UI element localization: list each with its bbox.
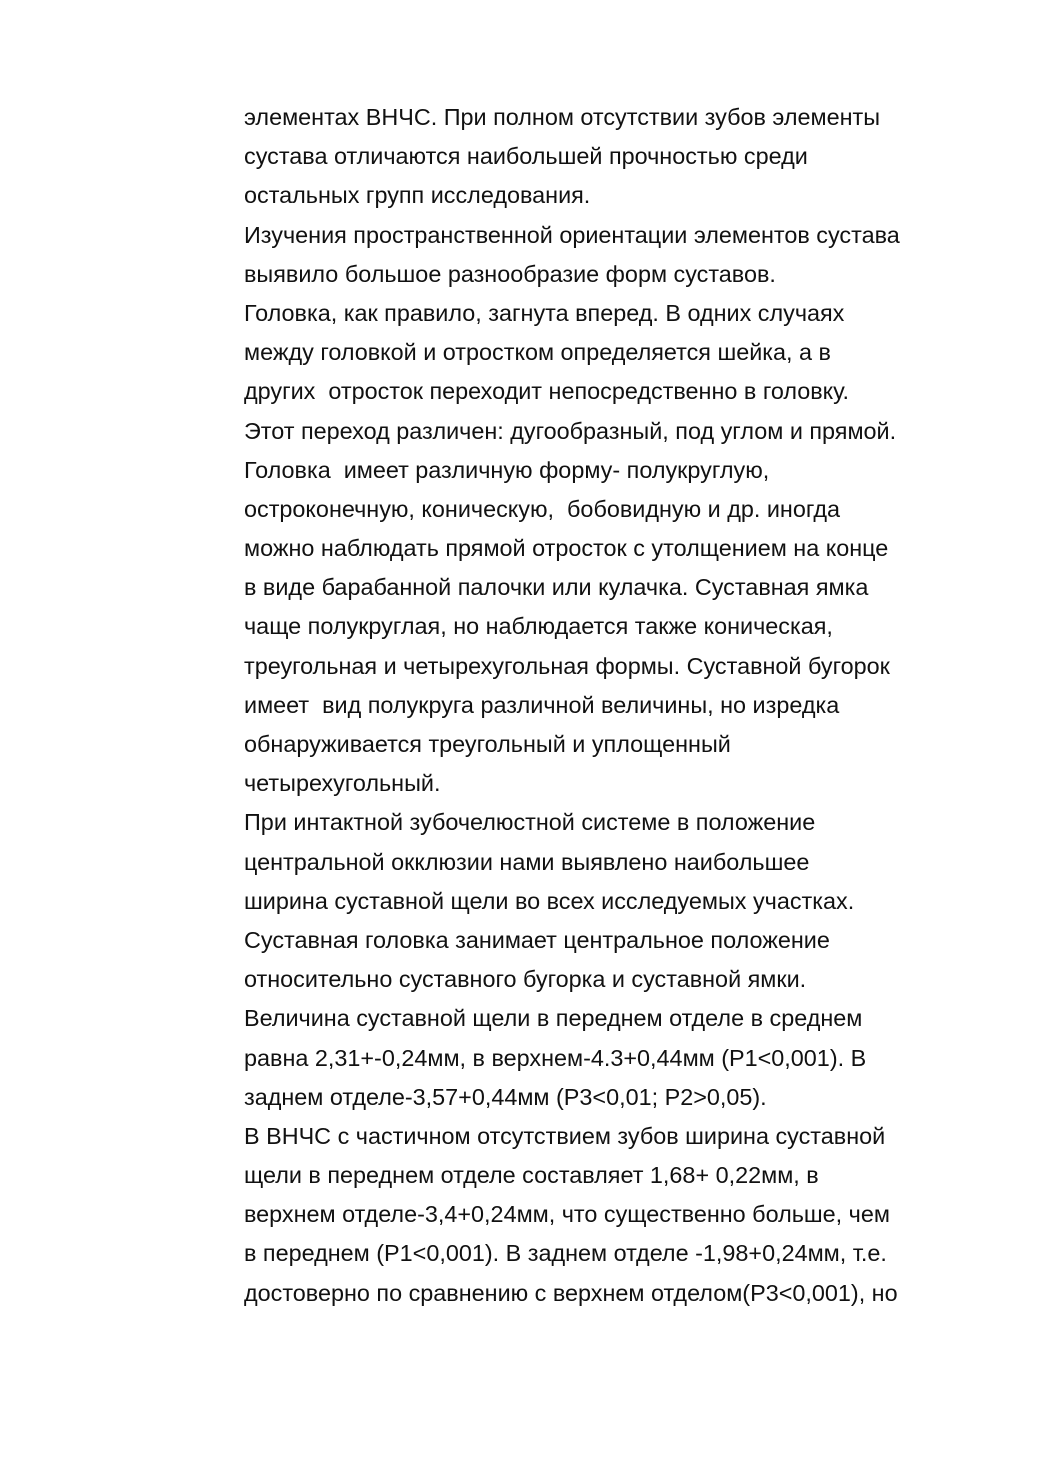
text-line: сустава отличаются наибольшей прочностью среди (244, 143, 808, 170)
text-line: четырехугольный. (244, 770, 441, 797)
text-line: между головкой и отростком определяется шейка, а в (244, 339, 831, 366)
text-line: ширина суставной щели во всех исследуемых участках. (244, 887, 855, 914)
text-line: верхнем отделе-3,4+0,24мм, что существенно больше, чем (244, 1201, 890, 1228)
text-line: остальных групп исследования. (244, 182, 591, 209)
text-line: чаще полукруглая, но наблюдается также коническая, (244, 613, 833, 640)
text-line: Величина суставной щели в переднем отделе в среднем (244, 1005, 863, 1032)
text-line: в виде барабанной палочки или кулачка. Суставная ямка (244, 574, 869, 601)
text-line: В ВНЧС с частичном отсутствием зубов ширина суставной (244, 1122, 886, 1149)
body-text (244, 98, 1004, 1313)
text-line: центральной окклюзии нами выявлено наибольшее (244, 848, 810, 875)
text-line: Изучения пространственной ориентации элементов сустава (244, 221, 900, 248)
text-line: Суставная головка занимает центральное положение (244, 926, 830, 953)
text-line: имеет вид полукруга различной величины, но изредка (244, 691, 840, 718)
text-line: обнаруживается треугольный и уплощенный (244, 731, 731, 757)
text-line: Головка, как правило, загнута вперед. В одних случаях (244, 299, 845, 326)
text-line: элементах ВНЧС. При полном отсутствии зубов элементы (244, 104, 881, 130)
text-line: других отросток переходит непосредственно в головку. (244, 378, 850, 405)
text-line: в переднем (P1<0,001). В заднем отделе -1,98+0,24мм, т.е. (244, 1240, 887, 1267)
text-line: равна 2,31+-0,24мм, в верхнем-4.3+0,44мм (P1<0,001). В (244, 1044, 867, 1071)
text-line: заднем отделе-3,57+0,44мм (P3<0,01; P2>0,05). (244, 1083, 767, 1110)
text-line: относительно суставного бугорка и суставной ямки. (244, 966, 807, 993)
text-line: щели в переднем отделе составляет 1,68+ 0,22мм, в (244, 1162, 819, 1189)
text-line: выявило большое разнообразие форм суставов. (244, 260, 776, 287)
text-line: достоверно по сравнению с верхнем отделом(P3<0,001), но (244, 1279, 898, 1306)
text-line: остроконечную, коническую, бобовидную и др. иногда (244, 495, 840, 522)
text-line: Этот переход различен: дугообразный, под углом и прямой. (244, 417, 897, 444)
text-line: треугольная и четырехугольная формы. Суставной бугорок (244, 652, 890, 679)
text-line: можно наблюдать прямой отросток с утолщением на конце (244, 535, 889, 562)
text-line: При интактной зубочелюстной системе в положение (244, 809, 816, 836)
text-line: Головка имеет различную форму- полукруглую, (244, 456, 770, 483)
